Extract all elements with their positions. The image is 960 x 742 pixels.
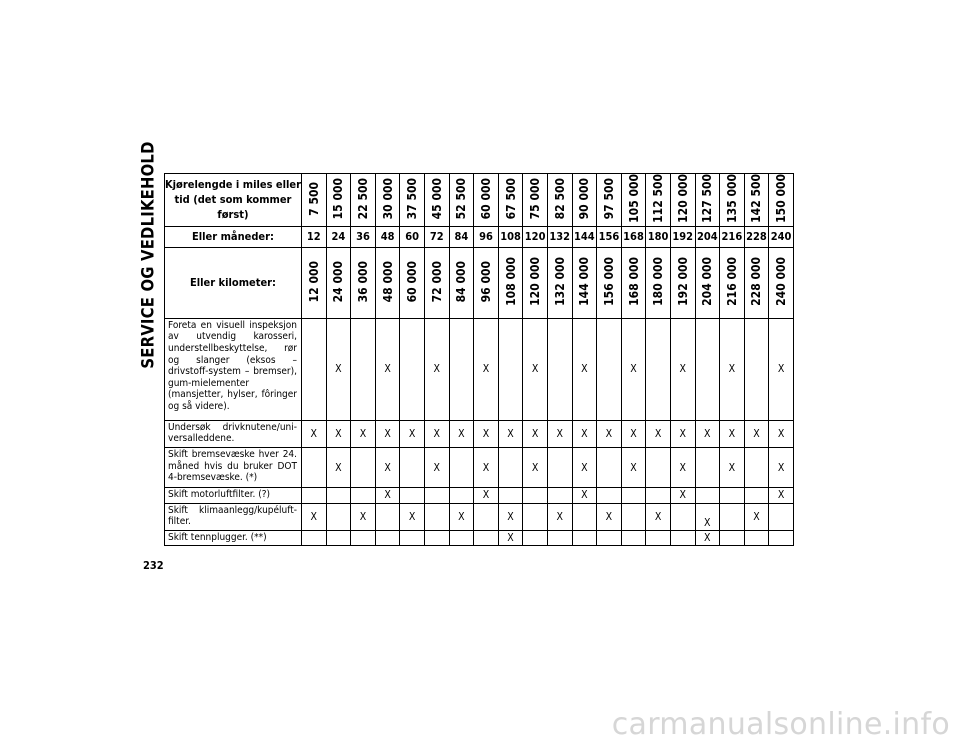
interval-mark: X [572, 318, 597, 420]
interval-mark: X [769, 318, 794, 420]
interval-mark [769, 530, 794, 546]
miles-value [769, 174, 794, 227]
interval-mark: X [474, 420, 499, 447]
months-value: 48 [375, 226, 400, 247]
interval-mark: X [547, 420, 572, 447]
miles-value-text: 45 000 [429, 177, 444, 220]
interval-mark [720, 488, 745, 504]
maintenance-schedule-table [164, 173, 794, 546]
interval-mark: X [621, 448, 646, 488]
miles-value-text: 82 500 [552, 177, 567, 220]
interval-mark [621, 503, 646, 530]
km-value [400, 247, 425, 318]
interval-mark [400, 318, 425, 420]
interval-mark [670, 503, 695, 530]
km-value-text: 228 000 [749, 256, 764, 306]
miles-value [646, 174, 671, 227]
schedule-row [165, 503, 794, 530]
miles-value [744, 174, 769, 227]
interval-mark [646, 448, 671, 488]
interval-mark [449, 488, 474, 504]
interval-mark [424, 503, 449, 530]
interval-mark [547, 488, 572, 504]
km-value [302, 247, 327, 318]
interval-mark [474, 503, 499, 530]
km-value [547, 247, 572, 318]
interval-mark [646, 488, 671, 504]
interval-mark [597, 488, 622, 504]
miles-value [572, 174, 597, 227]
interval-mark: X [720, 318, 745, 420]
miles-value [597, 174, 622, 227]
km-value-text: 84 000 [454, 260, 469, 302]
interval-mark [424, 488, 449, 504]
km-value-text: 204 000 [700, 256, 715, 306]
schedule-row [165, 420, 794, 447]
months-value: 120 [523, 226, 548, 247]
miles-value [449, 174, 474, 227]
page-number: 232 [143, 559, 164, 572]
header-label-miles: Kjørelengde i miles eller tid (det som kommer først) [165, 174, 302, 227]
task-description: Skift bremsevæske hver 24. måned hvis du bruker DOT 4-bremsevæske. (*) [165, 448, 302, 488]
interval-mark: X [424, 448, 449, 488]
interval-mark [646, 318, 671, 420]
km-value-text: 60 000 [405, 260, 420, 302]
interval-mark: X [375, 448, 400, 488]
km-value-text: 12 000 [306, 260, 321, 302]
interval-mark: X [670, 318, 695, 420]
interval-mark: X [695, 503, 720, 530]
miles-value-text: 37 500 [405, 177, 420, 220]
interval-mark: X [720, 448, 745, 488]
interval-mark [302, 318, 327, 420]
interval-mark [351, 530, 376, 546]
months-value: 72 [424, 226, 449, 247]
interval-mark: X [695, 530, 720, 546]
interval-mark [351, 488, 376, 504]
interval-mark: X [621, 420, 646, 447]
km-value [572, 247, 597, 318]
months-value: 36 [351, 226, 376, 247]
months-value: 96 [474, 226, 499, 247]
miles-value-text: 30 000 [380, 177, 395, 220]
months-value: 168 [621, 226, 646, 247]
schedule-row [165, 488, 794, 504]
task-description: Undersøk drivknutene/uni-versalleddene. [165, 420, 302, 447]
interval-mark: X [498, 530, 523, 546]
interval-mark: X [523, 318, 548, 420]
interval-mark: X [375, 318, 400, 420]
miles-value [720, 174, 745, 227]
miles-value-text: 142 500 [749, 174, 764, 223]
miles-value-text: 7 500 [306, 181, 321, 216]
interval-mark: X [302, 503, 327, 530]
interval-mark: X [400, 420, 425, 447]
miles-value-text: 135 000 [724, 174, 739, 223]
interval-mark [523, 503, 548, 530]
months-value: 144 [572, 226, 597, 247]
miles-value [621, 174, 646, 227]
interval-mark [597, 530, 622, 546]
interval-mark: X [547, 503, 572, 530]
km-value-text: 48 000 [380, 260, 395, 302]
miles-value [474, 174, 499, 227]
interval-mark: X [474, 488, 499, 504]
interval-mark: X [670, 448, 695, 488]
interval-mark [597, 448, 622, 488]
schedule-row [165, 530, 794, 546]
task-description: Foreta en visuell inspeksjon av utvendig karosseri, understellbeskyttelse, rør og slanger (eksos – drivstoff-system – bremser), gum-mielementer (mansjetter, hylser, fôringer og så videre). [165, 318, 302, 420]
interval-mark [720, 530, 745, 546]
interval-mark [351, 318, 376, 420]
interval-mark [744, 318, 769, 420]
miles-value [326, 174, 351, 227]
interval-mark [449, 448, 474, 488]
interval-mark: X [498, 420, 523, 447]
schedule-row [165, 448, 794, 488]
miles-value-text: 60 000 [478, 177, 493, 220]
interval-mark: X [572, 448, 597, 488]
km-value [744, 247, 769, 318]
km-value-text: 240 000 [774, 256, 789, 306]
interval-mark: X [474, 318, 499, 420]
interval-mark [302, 448, 327, 488]
interval-mark [400, 448, 425, 488]
interval-mark [449, 318, 474, 420]
months-value: 12 [302, 226, 327, 247]
km-value-text: 96 000 [478, 260, 493, 302]
header-label-months: Eller måneder: [165, 226, 302, 247]
km-value [474, 247, 499, 318]
miles-value-text: 112 500 [651, 174, 666, 223]
interval-mark [695, 318, 720, 420]
interval-mark: X [474, 448, 499, 488]
interval-mark: X [769, 420, 794, 447]
km-value [523, 247, 548, 318]
interval-mark: X [572, 488, 597, 504]
interval-mark [498, 488, 523, 504]
km-value [621, 247, 646, 318]
miles-value-text: 75 000 [528, 177, 543, 220]
km-value-text: 156 000 [601, 256, 616, 306]
interval-mark [424, 530, 449, 546]
interval-mark [302, 488, 327, 504]
km-value [695, 247, 720, 318]
interval-mark: X [523, 420, 548, 447]
km-value [597, 247, 622, 318]
months-value: 132 [547, 226, 572, 247]
months-value: 228 [744, 226, 769, 247]
km-value-text: 192 000 [675, 256, 690, 306]
interval-mark [572, 503, 597, 530]
km-value [646, 247, 671, 318]
km-value-text: 36 000 [355, 260, 370, 302]
km-value-text: 168 000 [626, 256, 641, 306]
interval-mark [523, 530, 548, 546]
interval-mark [326, 503, 351, 530]
schedule-row [165, 318, 794, 420]
miles-value [302, 174, 327, 227]
interval-mark: X [498, 503, 523, 530]
header-row-miles [165, 174, 794, 227]
interval-mark: X [351, 503, 376, 530]
interval-mark [621, 488, 646, 504]
interval-mark [670, 530, 695, 546]
interval-mark [572, 530, 597, 546]
interval-mark [326, 530, 351, 546]
interval-mark [646, 530, 671, 546]
miles-value-text: 67 500 [503, 177, 518, 220]
task-description: Skift klimaanlegg/kupéluft-filter. [165, 503, 302, 530]
interval-mark [621, 530, 646, 546]
miles-value-text: 97 500 [601, 177, 616, 220]
interval-mark: X [302, 420, 327, 447]
miles-value-text: 150 000 [774, 174, 789, 223]
interval-mark: X [621, 318, 646, 420]
km-value [424, 247, 449, 318]
interval-mark [498, 318, 523, 420]
interval-mark: X [424, 318, 449, 420]
km-value-text: 120 000 [528, 256, 543, 306]
months-value: 84 [449, 226, 474, 247]
months-value: 108 [498, 226, 523, 247]
months-value: 240 [769, 226, 794, 247]
interval-mark [449, 530, 474, 546]
header-row-months [165, 226, 794, 247]
interval-mark [547, 318, 572, 420]
interval-mark [547, 448, 572, 488]
interval-mark: X [375, 420, 400, 447]
interval-mark [498, 448, 523, 488]
km-value [326, 247, 351, 318]
interval-mark [597, 318, 622, 420]
km-value-text: 216 000 [724, 256, 739, 306]
km-value [498, 247, 523, 318]
section-side-title: SERVICE OG VEDLIKEHOLD [138, 141, 158, 369]
interval-mark [302, 530, 327, 546]
interval-mark [375, 530, 400, 546]
interval-mark [720, 503, 745, 530]
miles-value [523, 174, 548, 227]
km-value-text: 24 000 [331, 260, 346, 302]
miles-value-text: 120 000 [675, 174, 690, 223]
interval-mark: X [400, 503, 425, 530]
miles-value [351, 174, 376, 227]
task-description: Skift tennplugger. (**) [165, 530, 302, 546]
miles-value [375, 174, 400, 227]
km-value [375, 247, 400, 318]
interval-mark: X [720, 420, 745, 447]
interval-mark: X [449, 420, 474, 447]
km-value [670, 247, 695, 318]
watermark-text: carmanualsonline.info [611, 707, 950, 742]
header-row-km [165, 247, 794, 318]
miles-value [695, 174, 720, 227]
miles-value-text: 52 500 [454, 177, 469, 220]
interval-mark [744, 530, 769, 546]
months-value: 216 [720, 226, 745, 247]
miles-value-text: 127 500 [700, 174, 715, 223]
months-value: 180 [646, 226, 671, 247]
interval-mark: X [597, 503, 622, 530]
interval-mark [375, 503, 400, 530]
interval-mark [474, 530, 499, 546]
interval-mark: X [769, 448, 794, 488]
interval-mark: X [375, 488, 400, 504]
interval-mark: X [523, 448, 548, 488]
task-description: Skift motorluftfilter. (?) [165, 488, 302, 504]
km-value-text: 144 000 [577, 256, 592, 306]
interval-mark: X [597, 420, 622, 447]
interval-mark: X [670, 488, 695, 504]
km-value-text: 180 000 [651, 256, 666, 306]
km-value-text: 72 000 [429, 260, 444, 302]
months-value: 204 [695, 226, 720, 247]
interval-mark: X [744, 420, 769, 447]
interval-mark: X [670, 420, 695, 447]
km-value [769, 247, 794, 318]
interval-mark [695, 448, 720, 488]
interval-mark [744, 448, 769, 488]
km-value-text: 108 000 [503, 256, 518, 306]
interval-mark [769, 503, 794, 530]
miles-value [498, 174, 523, 227]
interval-mark: X [449, 503, 474, 530]
km-value [720, 247, 745, 318]
miles-value [547, 174, 572, 227]
miles-value-text: 15 000 [331, 177, 346, 220]
interval-mark: X [351, 420, 376, 447]
interval-mark: X [646, 503, 671, 530]
interval-mark [547, 530, 572, 546]
km-value [449, 247, 474, 318]
interval-mark: X [744, 503, 769, 530]
interval-mark: X [572, 420, 597, 447]
interval-mark: X [424, 420, 449, 447]
miles-value-text: 90 000 [577, 177, 592, 220]
miles-value [670, 174, 695, 227]
km-value [351, 247, 376, 318]
interval-mark [523, 488, 548, 504]
interval-mark: X [326, 318, 351, 420]
miles-value-text: 22 500 [355, 177, 370, 220]
miles-value [424, 174, 449, 227]
months-value: 192 [670, 226, 695, 247]
km-value-text: 132 000 [552, 256, 567, 306]
interval-mark [326, 488, 351, 504]
interval-mark: X [695, 420, 720, 447]
interval-mark [400, 488, 425, 504]
header-label-km: Eller kilometer: [165, 247, 302, 318]
interval-mark [695, 488, 720, 504]
miles-value-text: 105 000 [626, 174, 641, 223]
interval-mark: X [326, 448, 351, 488]
months-value: 60 [400, 226, 425, 247]
interval-mark: X [646, 420, 671, 447]
months-value: 156 [597, 226, 622, 247]
interval-mark [400, 530, 425, 546]
months-value: 24 [326, 226, 351, 247]
interval-mark [744, 488, 769, 504]
interval-mark [351, 448, 376, 488]
interval-mark: X [769, 488, 794, 504]
miles-value [400, 174, 425, 227]
interval-mark: X [326, 420, 351, 447]
